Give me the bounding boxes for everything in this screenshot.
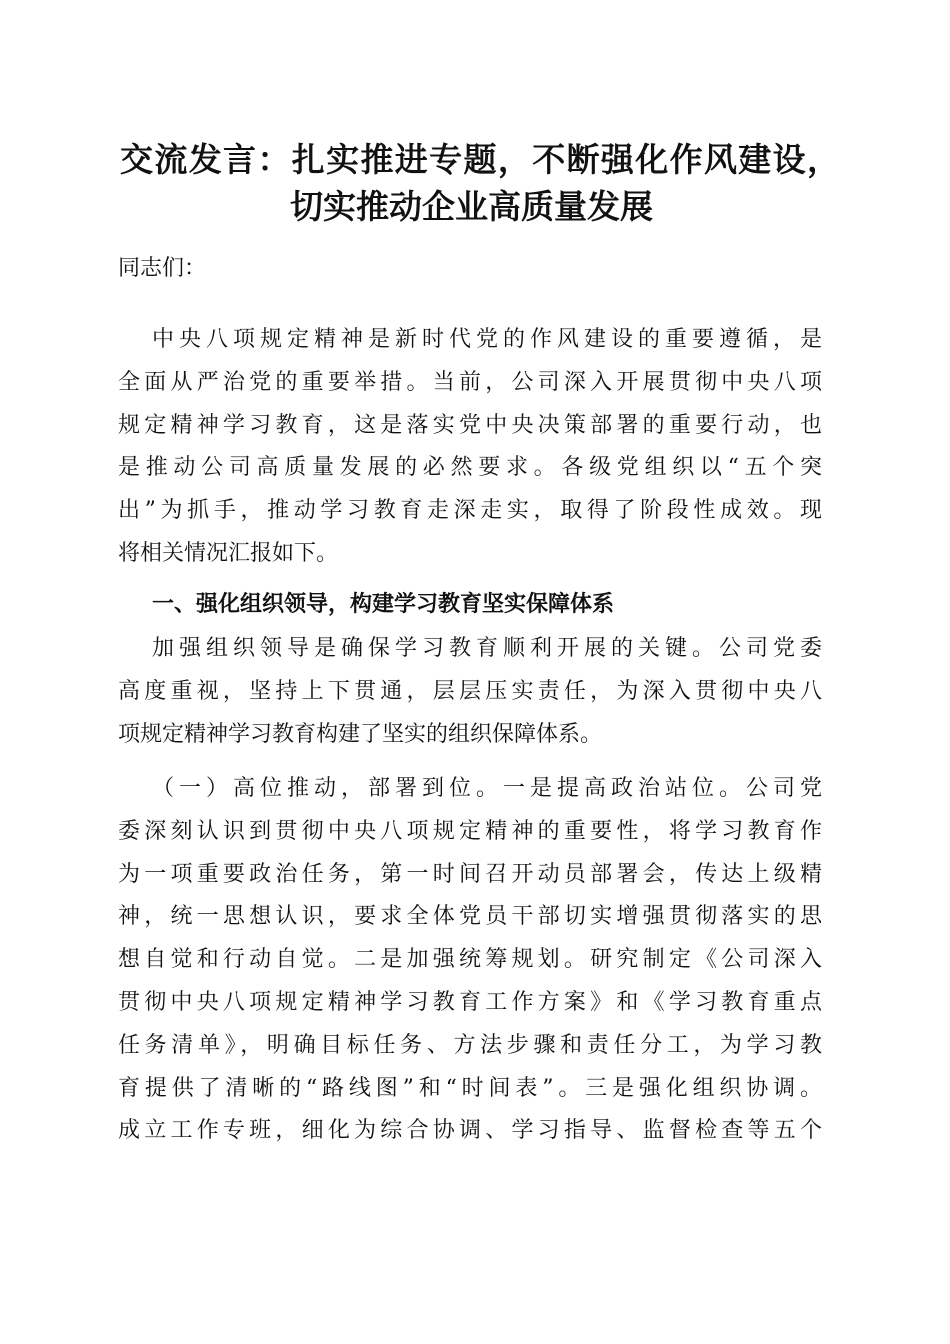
text-line: 委深刻认识到贯彻中央八项规定精神的重要性，将学习教育作 [118,818,822,844]
text-line: 将相关情况汇报如下。 [118,540,339,566]
text-line: 出”为抓手，推动学习教育走深走实，取得了阶段性成效。现 [118,498,822,524]
text-line: 为一项重要政治任务，第一时间召开动员部署会，传达上级精 [118,861,822,887]
salutation [118,248,822,291]
text-line: 贯彻中央八项规定精神学习教育工作方案》和《学习教育重点 [118,989,822,1015]
text-line: 中央八项规定精神是新时代党的作风建设的重要遵循，是 [152,327,822,352]
text-line: 任务清单》，明确目标任务、方法步骤和责任分工，为学习教 [118,1032,822,1058]
salutation-text: 同志们： [118,256,207,281]
paragraph-subsection-1 [118,768,822,1153]
section-heading [118,584,822,627]
text-line: 项规定精神学习教育构建了坚实的组织保障体系。 [118,721,603,747]
document-title-line-2: 切实推动企业高质量发展 [290,187,653,226]
text-line: 加强组织领导是确保学习教育顺利开展的关键。公司党委 [152,636,822,661]
text-line: 想自觉和行动自觉。二是加强统筹规划。研究制定《公司深入 [118,947,822,973]
text-line: 全面从严治党的重要举措。当前，公司深入开展贯彻中央八项 [118,369,822,395]
paragraph-section-intro [118,628,822,756]
text-line: 成立工作专班，细化为综合协调、学习指导、监督检查等五个 [118,1118,822,1144]
document-title-line-1: 交流发言：扎实推进专题，不断强化作风建设， [120,140,840,179]
section-heading-text: 一、强化组织领导，构建学习教育坚实保障体系 [152,592,615,617]
text-line: 神，统一思想认识，要求全体党员干部切实增强贯彻落实的思 [118,904,822,930]
text-line: 高度重视，坚持上下贯通，层层压实责任，为深入贯彻中央八 [118,678,822,704]
text-line: （一）高位推动，部署到位。一是提高政治站位。公司党 [152,776,822,801]
text-line: 育提供了清晰的“路线图”和“时间表”。三是强化组织协调。 [118,1075,822,1101]
text-line: 规定精神学习教育，这是落实党中央决策部署的重要行动，也 [118,412,822,438]
paragraph-intro [118,319,822,576]
text-line: 是推动公司高质量发展的必然要求。各级党组织以“五个突 [118,455,822,481]
